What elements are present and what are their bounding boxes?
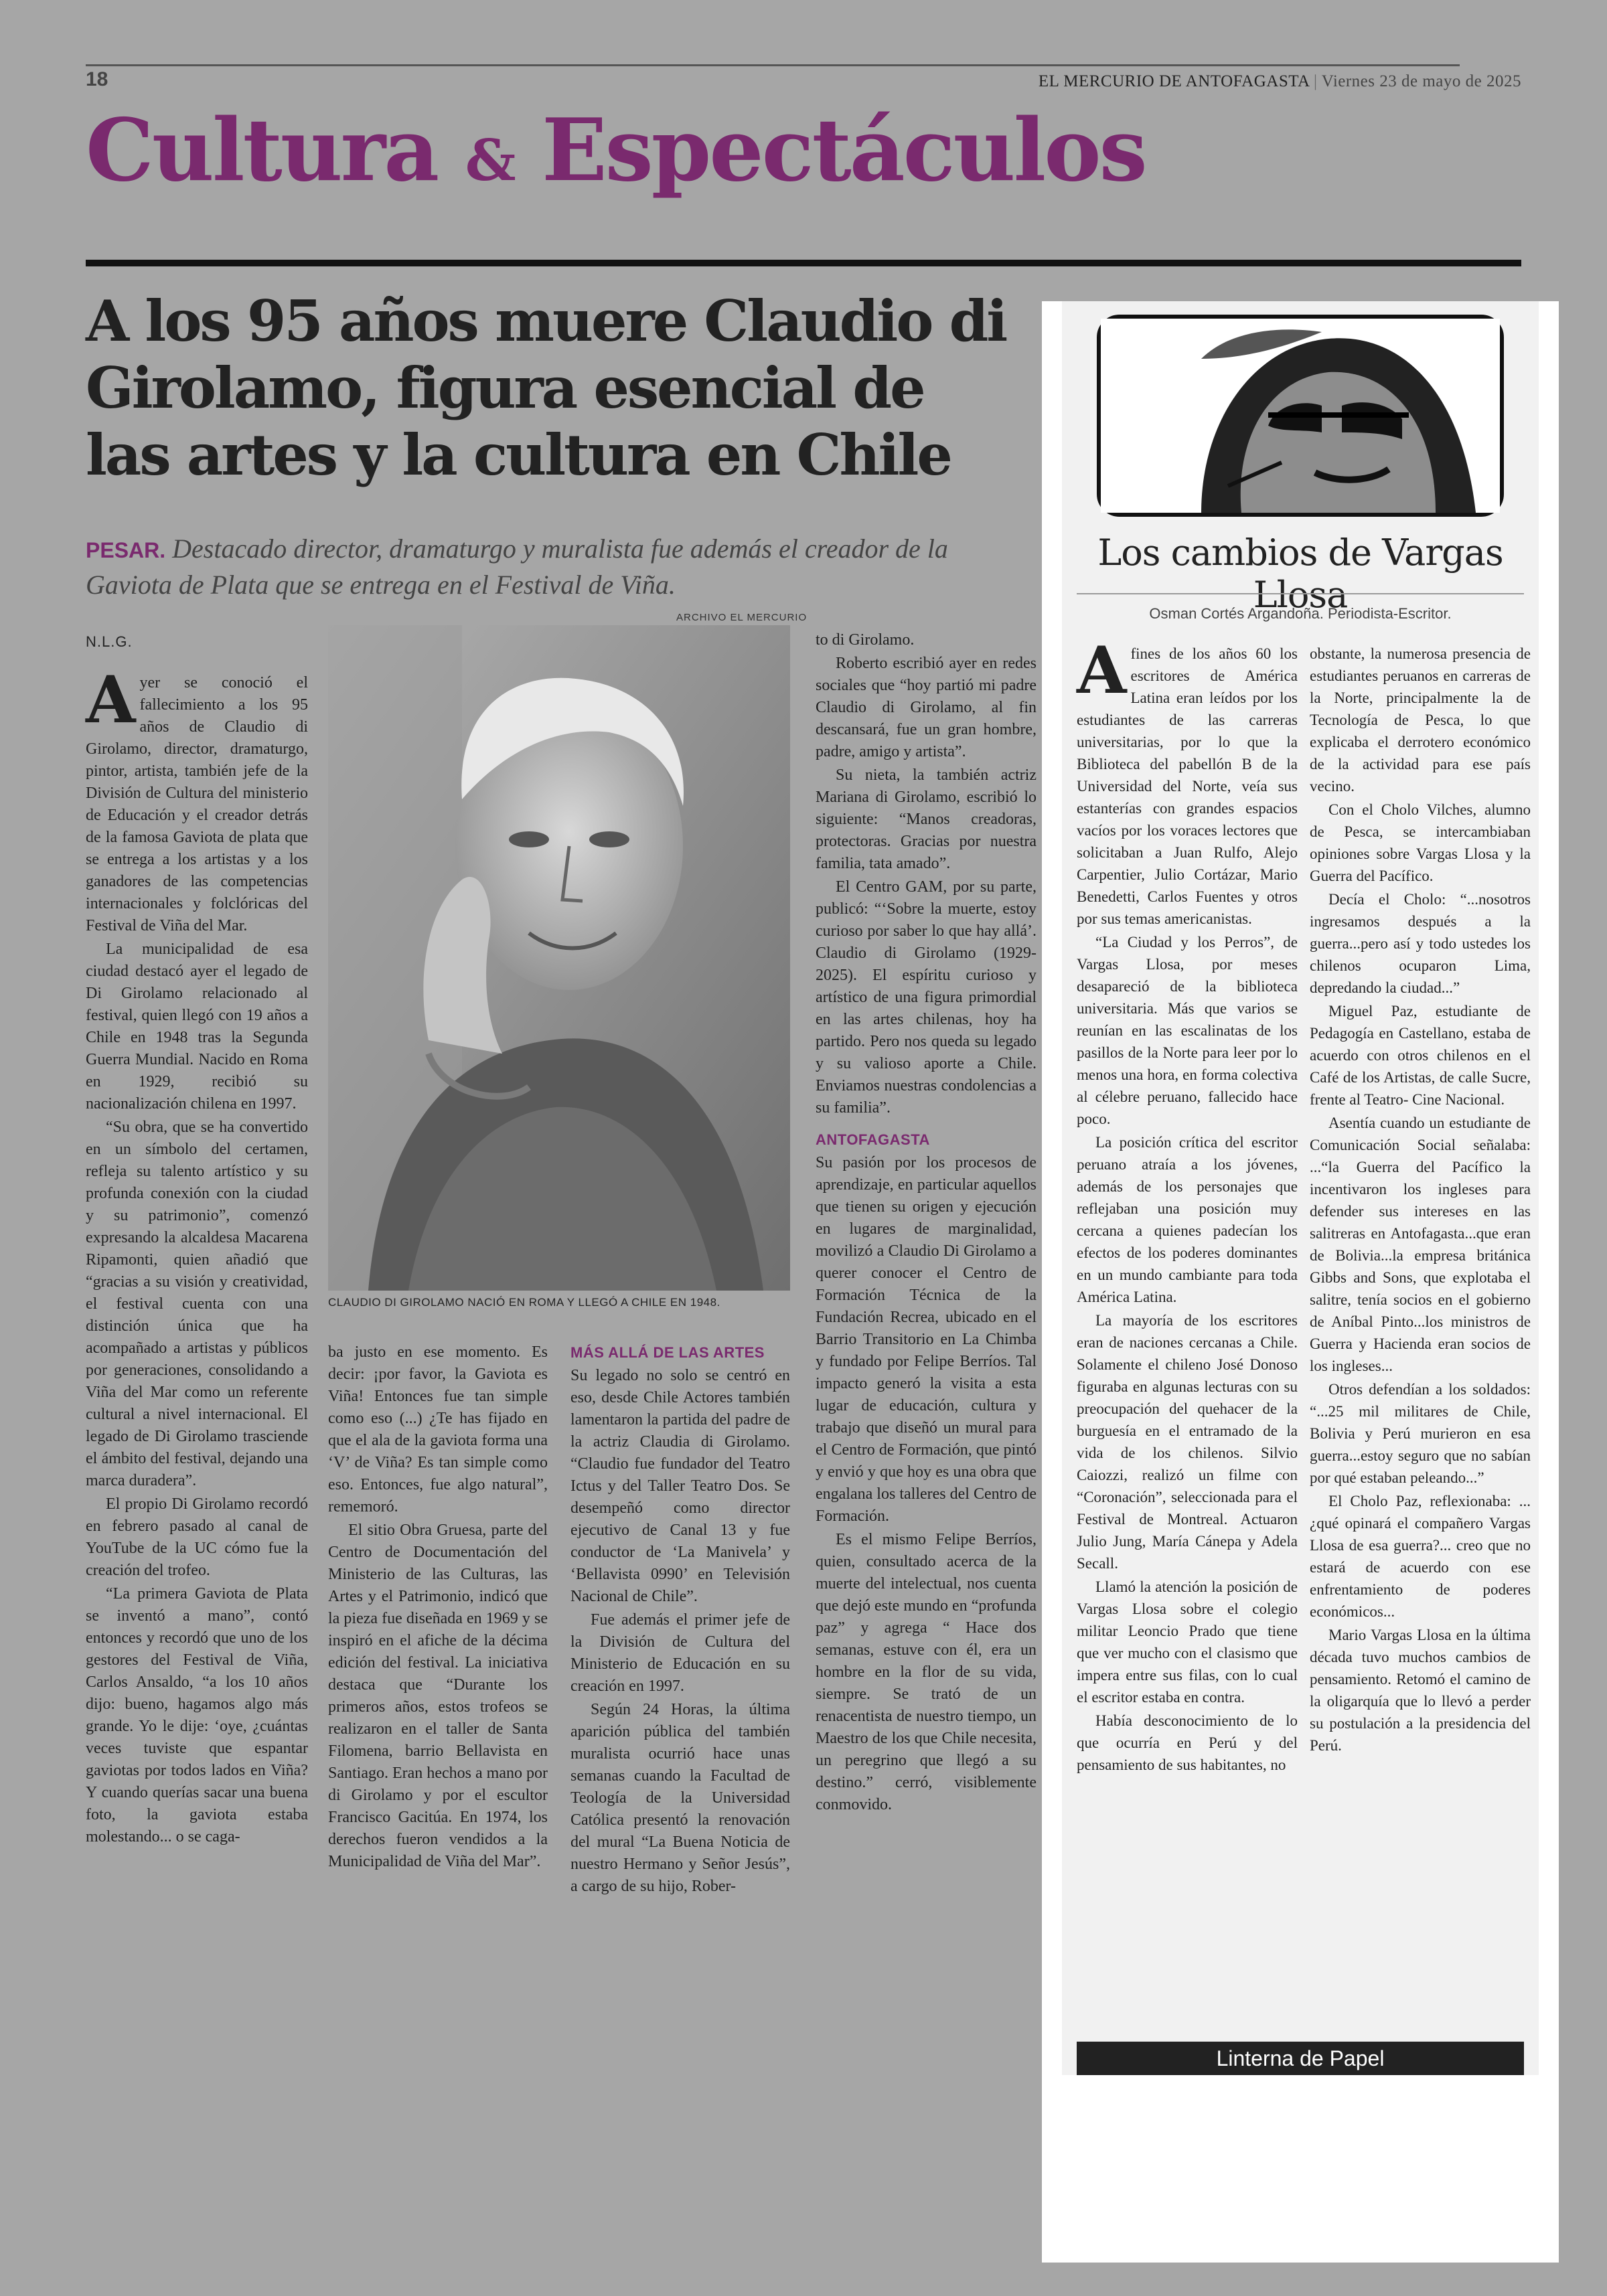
article-photo <box>328 625 790 1291</box>
article-paragraph: Fue además el primer jefe de la División de Cultura del Ministerio de Educación en su creación en 1997. <box>570 1611 790 1695</box>
article-paragraph: Su legado no solo se centró en eso, desde Chile Actores también lamentaron la partida del padre de la actriz Claudia di Girolamo. “Claudio fue fundador del Teatro Ictus y del Taller Teatro Dos. Se desempeñó como director ejecutivo de Canal 13 y fue conductor de ‘La Manivela’ y ‘Bellavista 0990’ en Televisión Nacional de Chile”. <box>570 1367 790 1605</box>
opinion-paragraph: Llamó la atención la posición de Vargas Llosa sobre el colegio militar Leoncio Prado que tiene que ver mucho con el clasismo que impera entre sus filas, con lo cual el escritor estaba en contra. <box>1077 1578 1298 1706</box>
article-paragraph: ba justo en ese momento. Es decir: ¡por favor, la Gaviota es Viña! Entonces fue tan simple como eso (...) ¿Te has fijado en que el ala de la gaviota forma una ‘V’ de Viña? Es tan simple como eso. Entonces, fue algo natural”, rememoró. <box>328 1343 548 1515</box>
section-title-part2: Espectáculos <box>514 100 1146 201</box>
header-separator: | <box>1313 72 1318 90</box>
article-paragraph: Su pasión por los procesos de aprendizaje, en particular aquellos que tienen su origen y ejecución en lugares de marginalidad, movilizó a Claudio Di Girolamo a querer conocer el Centro de Formación Técnica de la Fundación Recrea, ubicado en el Barrio Transitorio en La Chimba y fundado por Felipe Berríos. Tal impacto generó la visita a esta lugar de educación, cultura y trabajo que diseñó un mural para el Centro de Formación, que pintó y envió y que hoy es una obra que engalana los talleres del Centro de Formación. <box>816 1154 1037 1525</box>
opinion-paragraph: El Cholo Paz, reflexionaba: ... ¿qué opinará el compañero Vargas Llosa de esa guerra?... creo que no estará de acuerdo con ese enfrentamiento de poderes económicos... <box>1310 1493 1531 1620</box>
page-number: 18 <box>86 68 108 90</box>
opinion-paragraph: Había desconocimiento de lo que ocurría en Perú y del pensamiento de sus habitantes, no <box>1077 1712 1298 1773</box>
article-paragraph: El propio Di Girolamo recordó en febrero pasado al canal de YouTube de la UC cómo fue la creación del trofeo. <box>86 1495 308 1579</box>
deck-text: Destacado director, dramaturgo y muralista fue además el creador de la Gaviota de Plata que se entrega en el Festival de Viña. <box>86 534 948 600</box>
subhead-mas-alla: MÁS ALLÁ DE LAS ARTES <box>570 1344 765 1361</box>
opinion-column <box>1042 301 1559 2263</box>
dropcap: A <box>86 662 136 738</box>
article-paragraph: to di Girolamo. <box>816 631 915 649</box>
opinion-column-1 <box>1077 633 1298 2024</box>
opinion-paragraph: La mayoría de los escritores eran de naciones cercanas a Chile. Solamente el chileno José Donoso figuraba en algunas lecturas con su preocupación del quehacer de la burguesía en el entramado de la vida de los chilenos. Silvio Caiozzi, realizó un filme con “Coronación”, seleccionada para el Festival de Montreal. Actuaron Julio Jung, María Cánepa y Adela Secall. <box>1077 1312 1298 1572</box>
section-title-part1: Cultura <box>86 100 465 201</box>
article-paragraph: La municipalidad de esa ciudad destacó ayer el legado de Di Girolamo relacionado al festival, quien llegó con 19 años a Chile en 1948 tras la Segunda Guerra Mundial. Nacido en Roma en 1929, recibió su nacionalización chilena en 1997. <box>86 940 308 1113</box>
section-divider <box>86 260 1521 266</box>
opinion-author: Osman Cortés Argandoña. Periodista-Escritor. <box>1149 605 1452 622</box>
article-paragraph: Es el mismo Felipe Berríos, quien, consultado acerca de la muerte del intelectual, nos cuenta que dejó este mundo en “profunda paz” y agrega “ Hace dos semanas, estuve con él, era un hombre en la flor de su vida, siempre. Se trató de un renacentista de nuestro tiempo, un Maestro de los que Chile necesita, un peregrino que llegó a su destino.” cerró, visiblemente conmovido. <box>816 1531 1037 1813</box>
publication-name: EL MERCURIO DE ANTOFAGASTA <box>1038 72 1310 90</box>
opinion-paragraph: Con el Cholo Vilches, alumno de Pesca, se intercambiaban opiniones sobre Vargas Llosa y la Guerra del Pacífico. <box>1310 801 1531 884</box>
article-column-4 <box>816 629 1037 1813</box>
article-column-3 <box>570 1341 790 1895</box>
opinion-title: Los cambios de Vargas Llosa <box>1097 531 1503 616</box>
opinion-paragraph: Otros defendían a los soldados: “...25 mil militares de Chile, Bolivia y Perú murieron en esa guerra...estoy seguro que no sabían por qué estaban peleando...” <box>1310 1381 1531 1486</box>
author-portrait <box>1097 315 1504 517</box>
opinion-paragraph: obstante, la numerosa presencia de estudiantes peruanos en carreras de la Norte, principalmente la de Tecnología de Pesca, lo que explicaba el derrotero económico de la actividad para ese país vecino. <box>1310 645 1531 795</box>
photo-credit: ARCHIVO EL MERCURIO <box>676 612 808 623</box>
section-ampersand: & <box>465 127 514 193</box>
opinion-paragraph: Miguel Paz, estudiante de Pedagogía en Castellano, estaba de acuerdo con otros chilenos en el Café de los Artistas, de calle Sucre, frente al Teatro- Cine Nacional. <box>1310 1003 1531 1108</box>
subhead-antofagasta: ANTOFAGASTA <box>816 1131 930 1148</box>
article-column-1 <box>86 662 308 1846</box>
opinion-paragraph: Mario Vargas Llosa en la última década tuvo muchos cambios de pensamiento. Retomó el camino de la oligarquía que lo llevó a perder su postulación a la presidencia del Perú. <box>1310 1627 1531 1754</box>
opinion-paragraph: Decía el Cholo: “...nosotros ingresamos después a la guerra...pero así y todo ustedes los chilenos ocuparon Lima, depredando la ciudad...” <box>1310 891 1531 996</box>
opinion-paragraph-text: fines de los años 60 los escritores de América Latina eran leídos por los estudiantes de las carreras universitarias, por lo que la Biblioteca del pabellón B de la Universidad del Norte, veía sus estanterías con grandes espacios vacíos por los voraces lectores que solicitaban a Juan Rulfo, Alejo Carpentier, Julio Cortázar, Mario Benedetti, Carlos Fuentes y otros por sus temas americanistas. <box>1077 645 1298 927</box>
opinion-paragraph: La posición crítica del escritor peruano atraía a los jóvenes, además de los personajes que reflejaban una posición muy cercana a quienes padecían los efectos de los poderes dominantes en un mundo cambiante para toda América Latina. <box>1077 1134 1298 1305</box>
article-headline: A los 95 años muere Claudio di Girolamo, figura esencial de las artes y la cultura en Chile <box>86 288 1006 488</box>
opinion-paragraph: Asentía cuando un estudiante de Comunicación Social señalaba: ...“la Guerra del Pacífico la incentivaron los ingleses para defender sus intereses en las salitreras en Antofagasta...que eran de Bolivia...la empresa británica Gibbs and Sons, que explotaba el salitre, tenía socios en el gobierno de Aníbal Pinto...los ministros de Guerra y Hacienda eran socios de los ingleses... <box>1310 1115 1531 1374</box>
article-column-2 <box>328 1341 548 1870</box>
publication-date: Viernes 23 de mayo de 2025 <box>1321 72 1521 90</box>
opinion-footer-banner: Linterna de Papel <box>1077 2042 1524 2075</box>
opinion-title-rule <box>1077 593 1524 594</box>
opinion-paragraph: “La Ciudad y los Perros”, de Vargas Llosa, por meses desapareció de la biblioteca universitaria. Más que varios se reunían en las escalinatas de los pasillos de la Norte para leer por lo menos una hora, en forma colectiva al célebre peruano, fallecido hace poco. <box>1077 934 1298 1127</box>
deck-kicker: PESAR. <box>86 538 166 562</box>
opinion-column-2 <box>1310 643 1531 2024</box>
article-paragraph: El Centro GAM, por su parte, publicó: “‘Sobre la muerte, estoy curioso por saber lo que hay allá’. Claudio di Girolamo (1929-2025). El espíritu curioso y artístico de una figura primordial en las artes chilenas, hoy ha partido. Pero nos queda su legado y su valioso aporte a Chile. Enviamos nuestras condolencias a su familia”. <box>816 878 1037 1117</box>
section-title <box>86 100 1146 201</box>
opinion-dropcap: A <box>1077 633 1127 708</box>
article-paragraph: Roberto escribió ayer en redes sociales que “hoy partió mi padre Claudio di Girolamo, al fin descansará, fue un gran hombre, padre, amigo y artista”. <box>816 655 1037 760</box>
article-paragraph: “Su obra, que se ha convertido en un símbolo del certamen, refleja su talento artístico y su profunda conexión con la ciudad y su patrimonio”, comenzó expresando la alcaldesa Macarena Ripamonti, quien añadió que “gracias a su visión y creatividad, el festival cuenta con una distinción única que ha acompañado a artistas y públicos por generaciones, consolidando a Viña del Mar como un referente cultural a nivel internacional. El legado de Di Girolamo trasciende el ámbito del festival, dejando una marca duradera”. <box>86 1119 308 1489</box>
publication-info <box>1039 72 1521 91</box>
opinion-panel <box>1062 301 1539 2075</box>
portrait-graphic <box>1101 319 1500 513</box>
portrait-illustration <box>328 625 790 1291</box>
article-paragraph: El sitio Obra Gruesa, parte del Centro de Documentación del Ministerio de las Culturas, las Artes y el Patrimonio, indicó que la pieza fue diseñada en 1969 y se inspiró en el afiche de la décima edición del festival. La iniciativa destaca que “Durante los primeros años, estos trofeos se realizaron en el taller de Santa Filomena, barrio Bellavista en Santiago. Eran hechos a mano por di Girolamo y por el escultor Francisco Gacitúa. En 1974, los derechos fueron vendidos a la Municipalidad de Viña del Mar”. <box>328 1522 548 1870</box>
header-rule <box>86 64 1460 66</box>
opinion-paragraph <box>1077 633 1298 930</box>
article-paragraph-text: yer se conoció el fallecimiento a los 95 años de Claudio di Girolamo, director, dramaturgo, pintor, artista, también jefe de la División de Cultura del ministerio de Educación y el creador detrás de la famosa Gaviota de plata que se entrega a los artistas y a los ganadores de las competencias internacionales y folclóricas del Festival de Viña del Mar. <box>86 674 308 934</box>
article-paragraph: Su nieta, la también actriz Mariana di Girolamo, escribió lo siguiente: “Manos creadoras, protectoras. Gracias por nuestra familia, tata amado”. <box>816 766 1037 872</box>
byline: N.L.G. <box>86 633 133 650</box>
article-paragraph <box>86 662 308 937</box>
article-paragraph: Según 24 Horas, la última aparición pública del también muralista ocurrió hace unas semanas cuando la Facultad de Teología de la Universidad Católica presentó la renovación del mural “La Buena Noticia de nuestro Hermano y Señor Jesús”, a cargo de su hijo, Rober- <box>570 1701 790 1895</box>
photo-caption: CLAUDIO DI GIROLAMO NACIÓ EN ROMA Y LLEGÓ A CHILE EN 1948. <box>328 1296 720 1309</box>
article-deck <box>86 531 1023 602</box>
article-paragraph: “La primera Gaviota de Plata se inventó a mano”, contó entonces y recordó que uno de los gestores del Festival de Viña, Carlos Ansaldo, “a los 10 años dijo: bueno, hagamos algo más grande. Yo le dije: ‘oye, ¿cuántas veces tuviste que espantar gaviotas por todos lados en Viña? Y cuando querías sacar una buena foto, la gaviota estaba molestando... o se caga- <box>86 1585 308 1846</box>
